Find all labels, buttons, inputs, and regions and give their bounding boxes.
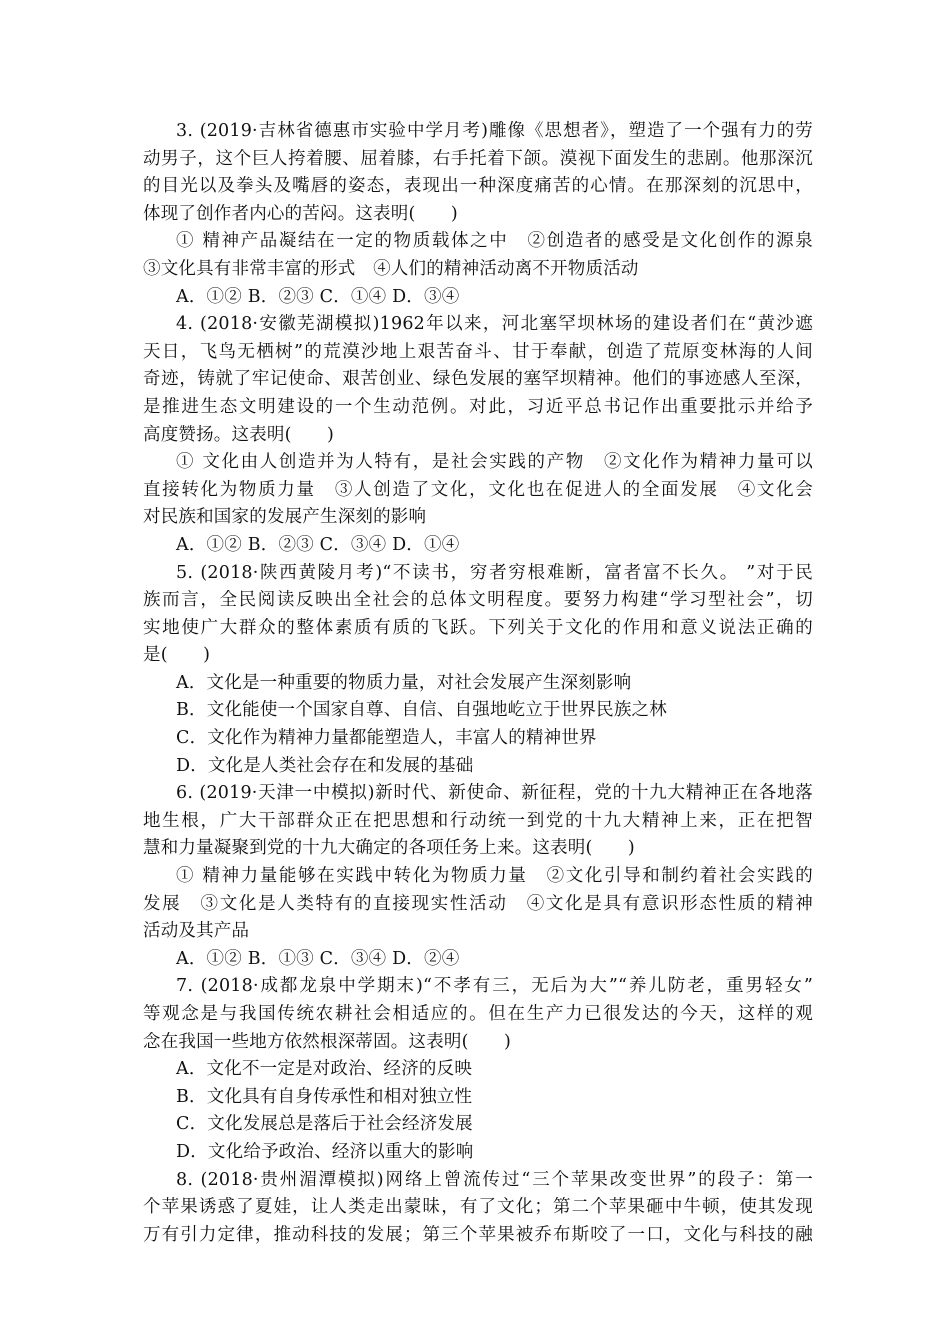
- text-line: B．文化能使一个国家自尊、自信、自强地屹立于世界民族之林: [176, 700, 667, 721]
- text-line: ① 精神力量能够在实践中转化为物质力量 ②文化引导和制约着社会实践的: [176, 866, 813, 887]
- text-line: 5. (2018·陕西黄陵月考)“不读书，穷者穷根难断，富者富不长久。 ”对于民: [176, 562, 813, 583]
- text-line: D．文化给予政治、经济以重大的影响: [176, 1141, 474, 1162]
- text-line: A．文化是一种重要的物质力量，对社会发展产生深刻影响: [176, 672, 632, 693]
- text-line: 直接转化为物质力量 ③人创造了文化，文化也在促进人的全面发展 ④文化会: [143, 479, 813, 500]
- text-line: ① 精神产品凝结在一定的物质载体之中 ②创造者的感受是文化创作的源泉: [176, 231, 813, 252]
- text-line: B．文化具有自身传承性和相对独立性: [176, 1086, 473, 1107]
- text-line: 高度赞扬。这表明( ): [143, 424, 335, 445]
- text-line: ③文化具有非常丰富的形式 ④人们的精神活动离不开物质活动: [143, 258, 639, 279]
- text-line: 念在我国一些地方依然根深蒂固。这表明( ): [143, 1031, 512, 1052]
- text-line: D．文化是人类社会存在和发展的基础: [176, 755, 474, 776]
- document-page: [143, 118, 813, 1249]
- text-line: 动男子，这个巨人挎着腰、屈着膝，右手托着下颌。漠视下面发生的悲剧。他那深沉: [143, 148, 813, 169]
- text-body: [143, 118, 813, 1249]
- text-line: 体现了创作者内心的苦闷。这表明( ): [143, 203, 458, 224]
- text-line: 4. (2018·安徽芜湖模拟)1962年以来，河北塞罕坝林场的建设者们在“黄沙遮: [176, 314, 813, 335]
- text-line: ① 文化由人创造并为人特有，是社会实践的产物 ②文化作为精神力量可以: [176, 452, 813, 473]
- text-line: C．文化作为精神力量都能塑造人，丰富人的精神世界: [176, 728, 597, 749]
- text-line: 的目光以及拳头及嘴唇的姿态，表现出一种深度痛苦的心情。在那深刻的沉思中，: [143, 176, 813, 197]
- text-line: A．①② B．②③ C．③④ D．①④: [176, 534, 460, 555]
- text-line: 奇迹，铸就了牢记使命、艰苦创业、绿色发展的塞罕坝精神。他们的事迹感人至深，: [143, 369, 813, 390]
- text-line: 活动及其产品: [143, 921, 250, 942]
- text-line: A．①② B．①③ C．③④ D．②④: [176, 948, 460, 969]
- text-line: 慧和力量凝聚到党的十九大确定的各项任务上来。这表明( ): [143, 838, 635, 859]
- text-line: 天日，飞鸟无栖树”的荒漠沙地上艰苦奋斗、甘于奉献，创造了荒原变林海的人间: [143, 341, 813, 362]
- text-line: C．文化发展总是落后于社会经济发展: [176, 1114, 473, 1135]
- text-line: 6. (2019·天津一中模拟)新时代、新使命、新征程，党的十九大精神正在各地落: [176, 783, 813, 804]
- text-line: 等观念是与我国传统农耕社会相适应的。但在生产力已很发达的今天，这样的观: [143, 1004, 813, 1024]
- text-line: 个苹果诱惑了夏娃，让人类走出蒙昧，有了文化；第二个苹果砸中牛顿，使其发现: [143, 1197, 813, 1218]
- text-line: A．文化不一定是对政治、经济的反映: [176, 1059, 473, 1080]
- text-line: 是推进生态文明建设的一个生动范例。对此，习近平总书记作出重要批示并给予: [143, 396, 813, 417]
- text-line: 地生根，广大干部群众正在把思想和行动统一到党的十九大精神上来，正在把智: [143, 810, 813, 831]
- text-line: 发展 ③文化是人类特有的直接现实性活动 ④文化是具有意识形态性质的精神: [143, 893, 813, 914]
- text-line: 万有引力定律，推动科技的发展；第三个苹果被乔布斯咬了一口，文化与科技的融: [143, 1224, 813, 1245]
- text-line: 族而言，全民阅读反映出全社会的总体文明程度。要努力构建“学习型社会”，切: [143, 590, 813, 611]
- text-line: 对民族和国家的发展产生深刻的影响: [143, 507, 427, 528]
- text-line: 7. (2018·成都龙泉中学期末)“不孝有三，无后为大”“养儿防老，重男轻女”: [176, 976, 813, 997]
- text-line: 是( ): [143, 645, 211, 666]
- text-line: A．①② B．②③ C．①④ D．③④: [176, 286, 460, 307]
- text-line: 8. (2018·贵州湄潭模拟)网络上曾流传过“三个苹果改变世界”的段子：第一: [176, 1169, 813, 1190]
- text-line: 3. (2019·吉林省德惠市实验中学月考)雕像《思想者》，塑造了一个强有力的劳: [176, 121, 813, 141]
- text-line: 实地使广大群众的整体素质有质的飞跃。下列关于文化的作用和意义说法正确的: [143, 617, 813, 638]
